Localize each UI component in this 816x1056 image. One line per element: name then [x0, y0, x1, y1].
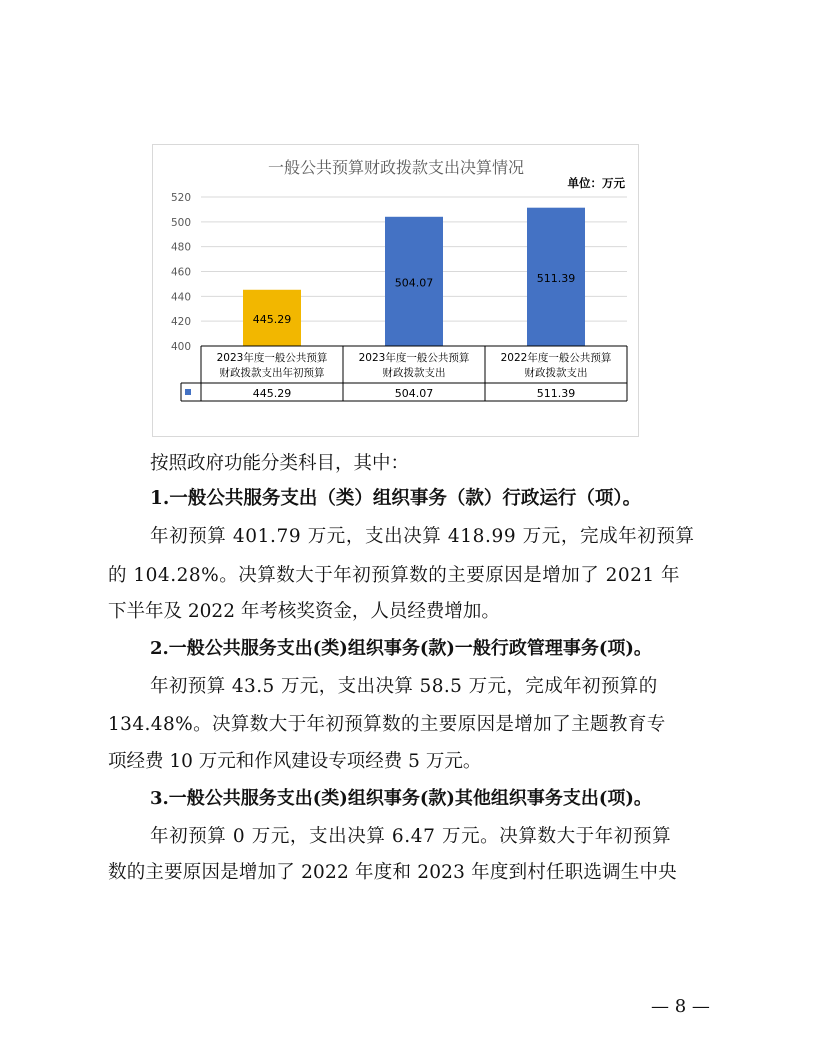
x-category-label: 2023年度一般公共预算 [358, 352, 470, 364]
chart-unit-label: 单位：万元 [567, 176, 625, 190]
x-category-label: 2022年度一般公共预算 [500, 352, 612, 364]
y-tick-label: 420 [170, 316, 191, 329]
chart-title: 一般公共预算财政拨款支出决算情况 [267, 158, 525, 177]
item3-line: 年初预算 0 万元，支出决算 6.47 万元。决算数大于年初预算 [150, 826, 672, 847]
bar-chart [153, 145, 640, 438]
x-category-label: 2023年度一般公共预算 [216, 352, 328, 364]
page-number: — 8 — [651, 996, 710, 1017]
table-value: 445.29 [252, 387, 292, 400]
legend-key [185, 389, 191, 395]
bar-data-label: 504.07 [394, 276, 434, 290]
table-value: 504.07 [394, 387, 434, 400]
item2-line: 年初预算 43.5 万元，支出决算 58.5 万元，完成年初预算的 [150, 676, 658, 697]
intro-text: 按照政府功能分类科目，其中： [150, 453, 410, 474]
item1-line: 的 104.28%。决算数大于年初预算数的主要原因是增加了 2021 年 [108, 565, 681, 586]
bar-data-label: 511.39 [536, 271, 576, 285]
item3-title: 3.一般公共服务支出(类)组织事务(款)其他组织事务支出(项)。 [150, 788, 652, 809]
item3-line: 数的主要原因是增加了 2022 年度和 2023 年度到村任职选调生中央 [108, 862, 677, 883]
y-tick-label: 400 [170, 341, 191, 353]
y-tick-label: 460 [170, 266, 191, 279]
y-tick-label: 500 [170, 216, 191, 229]
item2-title: 2.一般公共服务支出(类)组织事务(款)一般行政管理事务(项)。 [150, 638, 652, 659]
x-category-label: 财政拨款支出 [524, 367, 588, 379]
x-category-label: 财政拨款支出年初预算 [219, 367, 325, 379]
x-category-label: 财政拨款支出 [382, 367, 446, 379]
item1-line: 下半年及 2022 年考核奖资金，人员经费增加。 [108, 601, 500, 622]
item1-line: 年初预算 401.79 万元，支出决算 418.99 万元，完成年初预算 [150, 526, 695, 547]
chart-container [152, 144, 639, 437]
y-tick-label: 520 [170, 192, 191, 204]
item2-line: 项经费 10 万元和作风建设专项经费 5 万元。 [108, 751, 482, 772]
table-value: 511.39 [536, 387, 576, 400]
y-tick-label: 480 [170, 241, 191, 254]
y-tick-label: 440 [170, 291, 191, 304]
bar-data-label: 445.29 [252, 312, 292, 326]
item1-title: 1.一般公共服务支出（类）组织事务（款）行政运行（项）。 [150, 488, 642, 509]
item2-line: 134.48%。决算数大于年初预算数的主要原因是增加了主题教育专 [108, 714, 666, 735]
